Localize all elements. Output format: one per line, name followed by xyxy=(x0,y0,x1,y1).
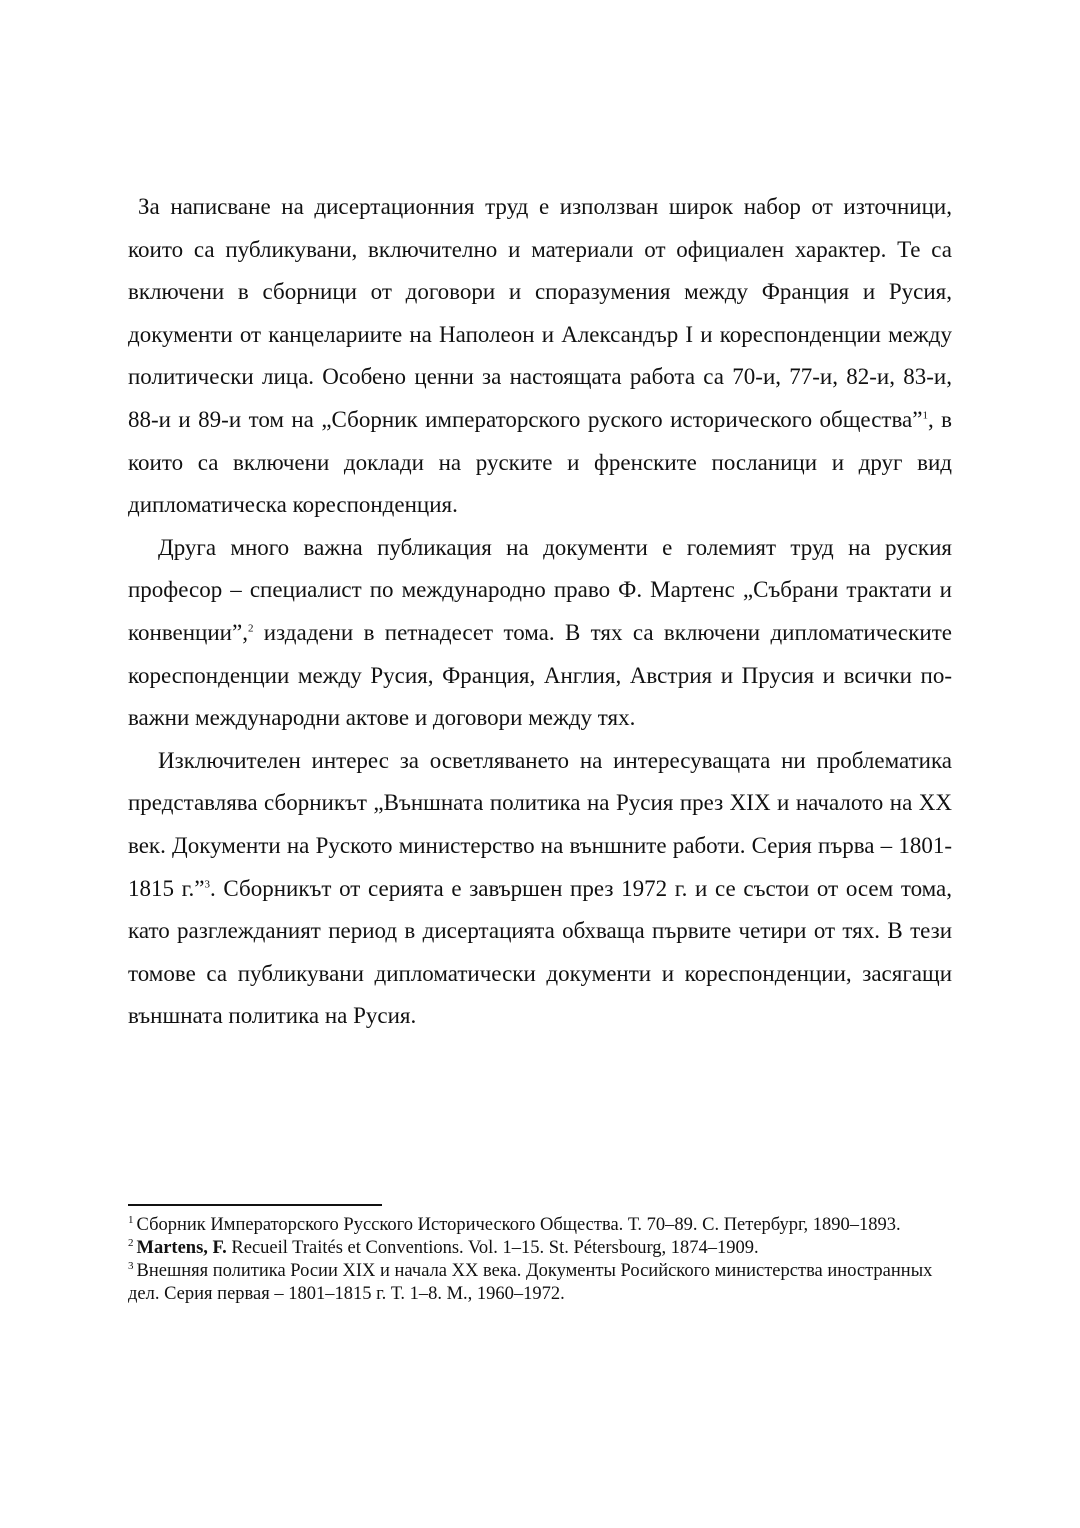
paragraph-martens-text-b: издадени в петнадесет тома. В тях са включени дипломатическите кореспонденции между Русия, Франция, Англия, Австрия и Прусия и всички по-важни международни актове и договори между тях. xyxy=(128,619,952,731)
paragraph-sources-text-a: За написване на дисертационния труд е използван широк набор от източници, които са публикувани, включително и материали от официален характер. Те са включени в сборници от договори и споразумения между Франция и Русия, документи от канцелариите на Наполеон и Александър I и кореспонденции между политически лица. Особено ценни за настоящата работа са 70-и, 77-и, 82-и, 83-и, 88-и и 89-и том на „Сборник императорского руского исторического общества” xyxy=(128,194,952,432)
footnote-ref-3[interactable]: 3 xyxy=(204,877,210,890)
footnote-3 xyxy=(128,1260,958,1306)
footnote-1 xyxy=(128,1214,958,1237)
paragraph-sources xyxy=(128,186,952,527)
footnote-number: 3 xyxy=(128,1259,134,1272)
footnote-number: 1 xyxy=(128,1213,134,1226)
body-text xyxy=(128,186,952,1038)
footnote-author: Martens, F. xyxy=(136,1238,227,1258)
footnote-separator xyxy=(128,1204,382,1206)
footnote-text: Внешняя политика Росии XIX и начала XX века. Документы Росийского министерства иностранных дел. Серия первая – 1801–1815 г. Т. 1–8. М., 1960–1972. xyxy=(128,1261,933,1304)
paragraph-martens xyxy=(128,527,952,740)
paragraph-martens-text-a: Друга много важна публикация на документи е големият труд на руския професор – специалист по международно право Ф. Мартенс „Събрани трактати и конвенции”, xyxy=(128,534,952,645)
paragraph-sources-text-b: , в които са включени доклади на руските и френските посланици и друг вид дипломатическа кореспонденция. xyxy=(128,406,952,518)
footnote-number: 2 xyxy=(128,1236,134,1249)
footnote-text: Recueil Traités et Conventions. Vol. 1–15. St. Pétersbourg, 1874–1909. xyxy=(226,1238,759,1258)
footnotes xyxy=(128,1214,958,1306)
paragraph-foreign-policy-text-b: . Сборникът от серията е завършен през 1972 г. и се състои от осем тома, като разглежданият период в дисертацията обхваща първите четири от тях. В тези томове са публикувани дипломатически документи и кореспонденции, засягащи външната политика на Русия. xyxy=(128,875,952,1029)
footnote-ref-2[interactable]: 2 xyxy=(247,622,254,635)
paragraph-foreign-policy-text-a: Изключителен интерес за осветляването на интересуващата ни проблематика представлява сборникът „Външната политика на Русия през XIX и началото на XX век. Документи на Руското министерство на външните работи. Серия първа – 1801-1815 г.” xyxy=(128,747,952,901)
footnote-2 xyxy=(128,1237,958,1260)
footnote-text: Сборник Императорского Русского Исторического Общества. Т. 70–89. С. Петербург, 1890–1893. xyxy=(136,1215,901,1235)
paragraph-foreign-policy xyxy=(128,740,952,1038)
footnote-ref-1[interactable]: 1 xyxy=(922,409,928,422)
